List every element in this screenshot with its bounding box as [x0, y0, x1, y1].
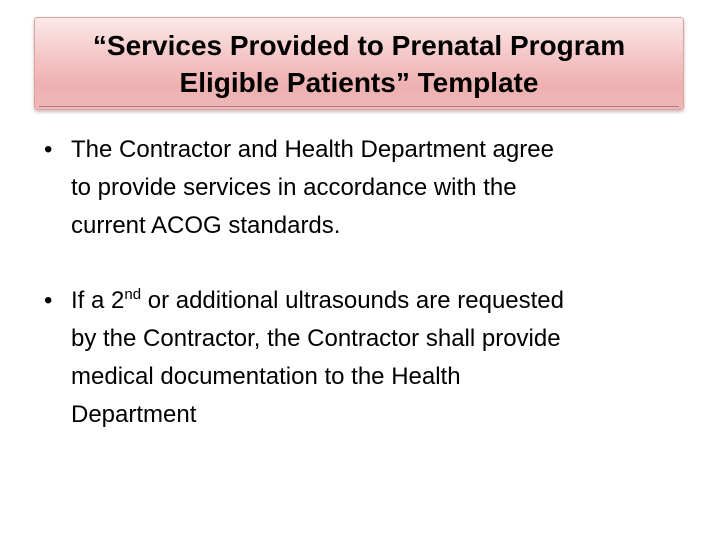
bullet-2-suffix: or additional ultrasounds are requested: [141, 287, 565, 314]
bullet-2-line-4: Department: [71, 401, 197, 428]
bullet-2-line-2: by the Contractor, the Contractor shall provide: [71, 325, 561, 352]
bullet-list: [44, 131, 694, 434]
title-underline: [39, 106, 679, 107]
bullet-icon: •: [44, 136, 53, 163]
bullet-item-acog-standards: [44, 131, 694, 245]
bullet-2-prefix: If a 2: [71, 287, 125, 314]
bullet-1-line-3: current ACOG standards.: [71, 212, 341, 239]
ordinal-superscript: nd: [124, 286, 142, 303]
bullet-2-line-3: medical documentation to the Health: [71, 363, 461, 390]
title-line-1: “Services Provided to Prenatal Program: [92, 29, 626, 61]
bullet-item-additional-ultrasounds: [44, 282, 694, 434]
title-banner: [34, 17, 684, 110]
bullet-2-line-1: [71, 282, 694, 320]
bullet-1-line-1: The Contractor and Health Department agree: [71, 136, 554, 163]
bullet-1-line-2: to provide services in accordance with the: [71, 174, 517, 201]
bullet-icon: •: [44, 287, 53, 314]
title-line-2: Eligible Patients” Template: [179, 66, 539, 98]
